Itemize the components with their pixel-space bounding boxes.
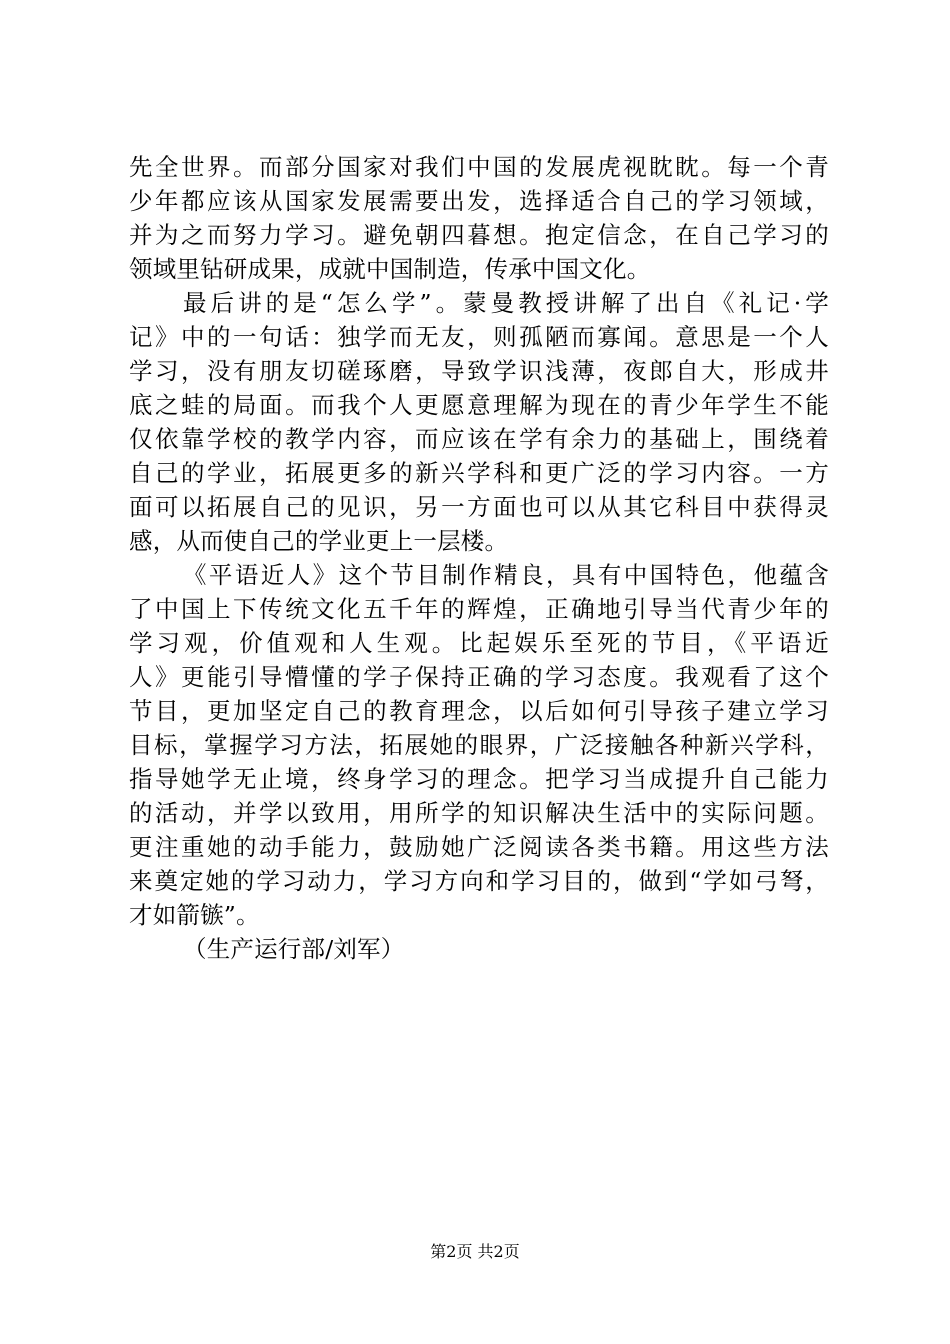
text-line: 先全世界。而部分国家对我们中国的发展虎视眈眈。每一个青 — [129, 153, 829, 181]
paragraph-start-line: 《平语近人》这个节目制作精良，具有中国特色，他蕴含 — [183, 561, 829, 589]
text-line: 学习，没有朋友切磋琢磨，导致学识浅薄，夜郎自大，形成井 — [129, 357, 829, 385]
text-line: 学习观，价值观和人生观。比起娱乐至死的节目，《平语近 — [129, 629, 829, 657]
text-line: 才如箭镞”。 — [129, 901, 260, 929]
article-body — [129, 150, 829, 966]
text-line: 自己的学业，拓展更多的新兴学科和更广泛的学习内容。一方 — [129, 459, 829, 487]
text-line: 记》中的一句话：独学而无友，则孤陋而寡闻。意思是一个人 — [129, 323, 829, 351]
text-line: 少年都应该从国家发展需要出发，选择适合自己的学习领域， — [129, 187, 829, 215]
text-line: 感，从而使自己的学业更上一层楼。 — [129, 527, 509, 555]
text-line: 目标，掌握学习方法，拓展她的眼界，广泛接触各种新兴学科， — [129, 731, 829, 759]
text-line: 人》更能引导懵懂的学子保持正确的学习态度。我观看了这个 — [129, 663, 829, 691]
text-line: 仅依靠学校的教学内容，而应该在学有余力的基础上，围绕着 — [129, 425, 829, 453]
text-line: 了中国上下传统文化五千年的辉煌，正确地引导当代青少年的 — [129, 595, 829, 623]
page-number-footer: 第2页 共2页 — [430, 1242, 520, 1261]
text-line: 并为之而努力学习。避免朝四暮想。抱定信念，在自己学习的 — [129, 221, 829, 249]
text-line: 来奠定她的学习动力，学习方向和学习目的，做到“学如弓弩， — [129, 867, 829, 895]
text-line: 领域里钻研成果，成就中国制造，传承中国文化。 — [129, 255, 651, 283]
paragraph-start-line: 最后讲的是“怎么学”。蒙曼教授讲解了出自《礼记·学 — [183, 289, 829, 317]
text-line: 底之蛙的局面。而我个人更愿意理解为现在的青少年学生不能 — [129, 391, 829, 419]
text-line: 节目，更加坚定自己的教育理念，以后如何引导孩子建立学习 — [129, 697, 829, 725]
text-line: 更注重她的动手能力，鼓励她广泛阅读各类书籍。用这些方法 — [129, 833, 829, 861]
text-line: 的活动，并学以致用，用所学的知识解决生活中的实际问题。 — [129, 799, 829, 827]
author-signature: （生产运行部/刘军） — [183, 935, 405, 963]
text-line: 指导她学无止境，终身学习的理念。把学习当成提升自己能力 — [129, 765, 829, 793]
text-line: 面可以拓展自己的见识，另一方面也可以从其它科目中获得灵 — [129, 493, 829, 521]
